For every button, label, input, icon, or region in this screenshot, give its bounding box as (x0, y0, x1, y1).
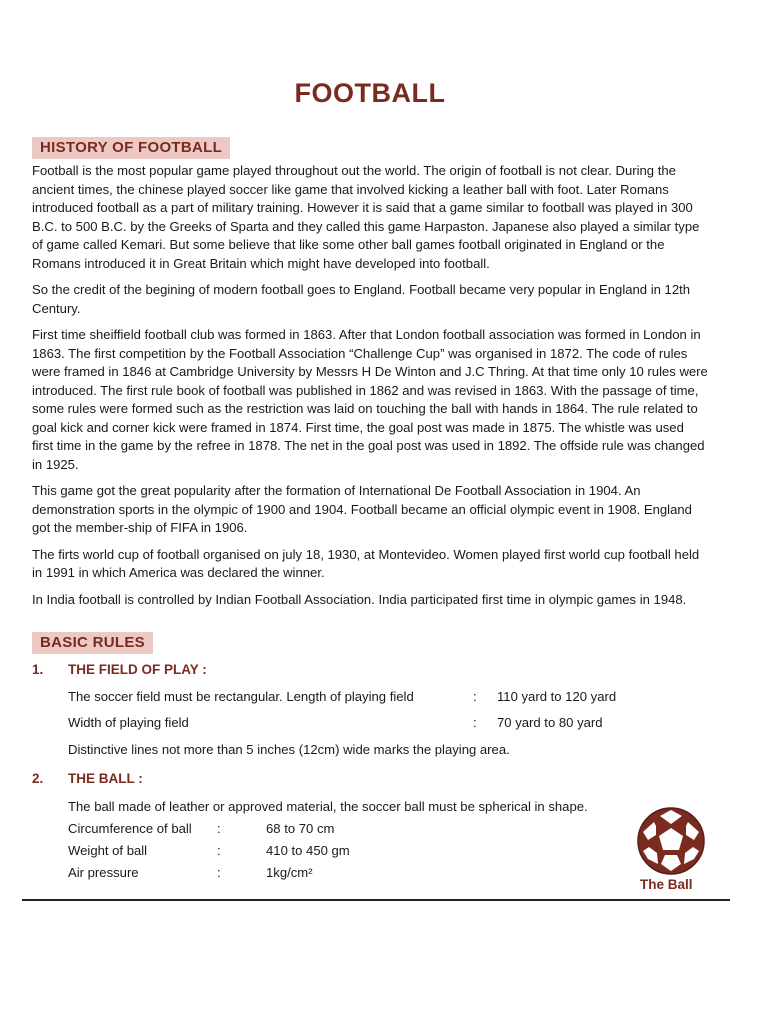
ball-circumference-label: Circumference of ball (68, 821, 192, 836)
field-length-value: 110 yard to 120 yard (497, 689, 617, 704)
ball-caption: The Ball (640, 877, 693, 892)
field-width-value: 70 yard to 80 yard (497, 715, 603, 730)
ball-weight-label: Weight of ball (68, 843, 148, 858)
rule-title: THE BALL : (68, 771, 143, 786)
history-paragraph: Football is the most popular game played throughout out the world. The origin of football is not clear. During the ancient times, the chinese played soccer like game that involved kicking a leather ball with foot. Later Romans introduced football as a part of military training. However it is said that a game similar to football was played in 300 B.C. to 500 B.C. by the Greeks of Sparta and they called this game Harpaston. Japanese also played a similar type of game called Kemari. But some believe that like some other ball games football originated in England or the Romans introduced it in Great Britain which might have developed into football. (32, 163, 700, 271)
rule-number: 1. (32, 662, 44, 677)
field-width-label: Width of playing field (68, 715, 189, 730)
ball-weight-sep: : (217, 843, 221, 858)
history-paragraph: This game got the great popularity after the formation of International De Football Association in 1904. An demonstration sports in the olympic of 1900 and 1904. Football became an official olympic event in 1908. England got the member-ship of FIFA in 1906. (32, 483, 692, 535)
history-paragraph: In India football is controlled by Indian Football Association. India participated first time in olympic games in 1948. (32, 591, 687, 607)
history-body (32, 162, 708, 617)
history-paragraph: The firts world cup of football organised on july 18, 1930, at Montevideo. Women played first world cup football held in 1991 in which America was declared the winner. (32, 546, 700, 580)
rule-title: THE FIELD OF PLAY : (68, 662, 207, 677)
basic-rules-heading: BASIC RULES (32, 632, 153, 654)
ball-circumference-sep: : (217, 821, 221, 836)
ball-weight-value: 410 to 450 gm (266, 843, 350, 858)
ball-heading (32, 771, 143, 786)
bottom-rule-line (22, 899, 730, 901)
field-width-sep: : (473, 715, 477, 730)
field-lines-note: Distinctive lines not more than 5 inches (12cm) wide marks the playing area. (68, 742, 510, 757)
history-paragraph: So the credit of the begining of modern football goes to England. Football became very popular in England in 12th Century. (32, 282, 691, 316)
history-paragraph: First time sheiffield football club was formed in 1863. After that London football association was formed in London in 1863. The first competition by the Football Association “Challenge Cup” was organised in 1872. The code of rules were framed in 1846 at Cambridge University by Messrs H De Winton and J.C Thring. At that time only 10 rules were introduced. The first rule book of football was published in 1862 and was revised in 1863. With the passage of time, some rules were formed such as the restriction was laid on touching the ball with hands in 1864. The rule related to goal kick and corner kick were framed in 1874. First time, the goal post was made in 1875. The whistle was used first time in the game by the refree in 1878. The net in the goal post was used in 1892. The offside rule was changed in 1925. (32, 327, 708, 472)
field-of-play-heading (32, 662, 207, 677)
ball-pressure-value: 1kg/cm² (266, 865, 313, 880)
ball-circumference-value: 68 to 70 cm (266, 821, 335, 836)
page-title: FOOTBALL (294, 78, 446, 108)
rule-number: 2. (32, 771, 44, 786)
ball-intro: The ball made of leather or approved material, the soccer ball must be spherical in shape. (68, 799, 588, 814)
field-length-sep: : (473, 689, 477, 704)
field-length-label: The soccer field must be rectangular. Length of playing field (68, 689, 414, 704)
ball-pressure-label: Air pressure (68, 865, 139, 880)
history-heading: HISTORY OF FOOTBALL (32, 137, 230, 159)
ball-pressure-sep: : (217, 865, 221, 880)
football-ball-icon (636, 806, 706, 876)
